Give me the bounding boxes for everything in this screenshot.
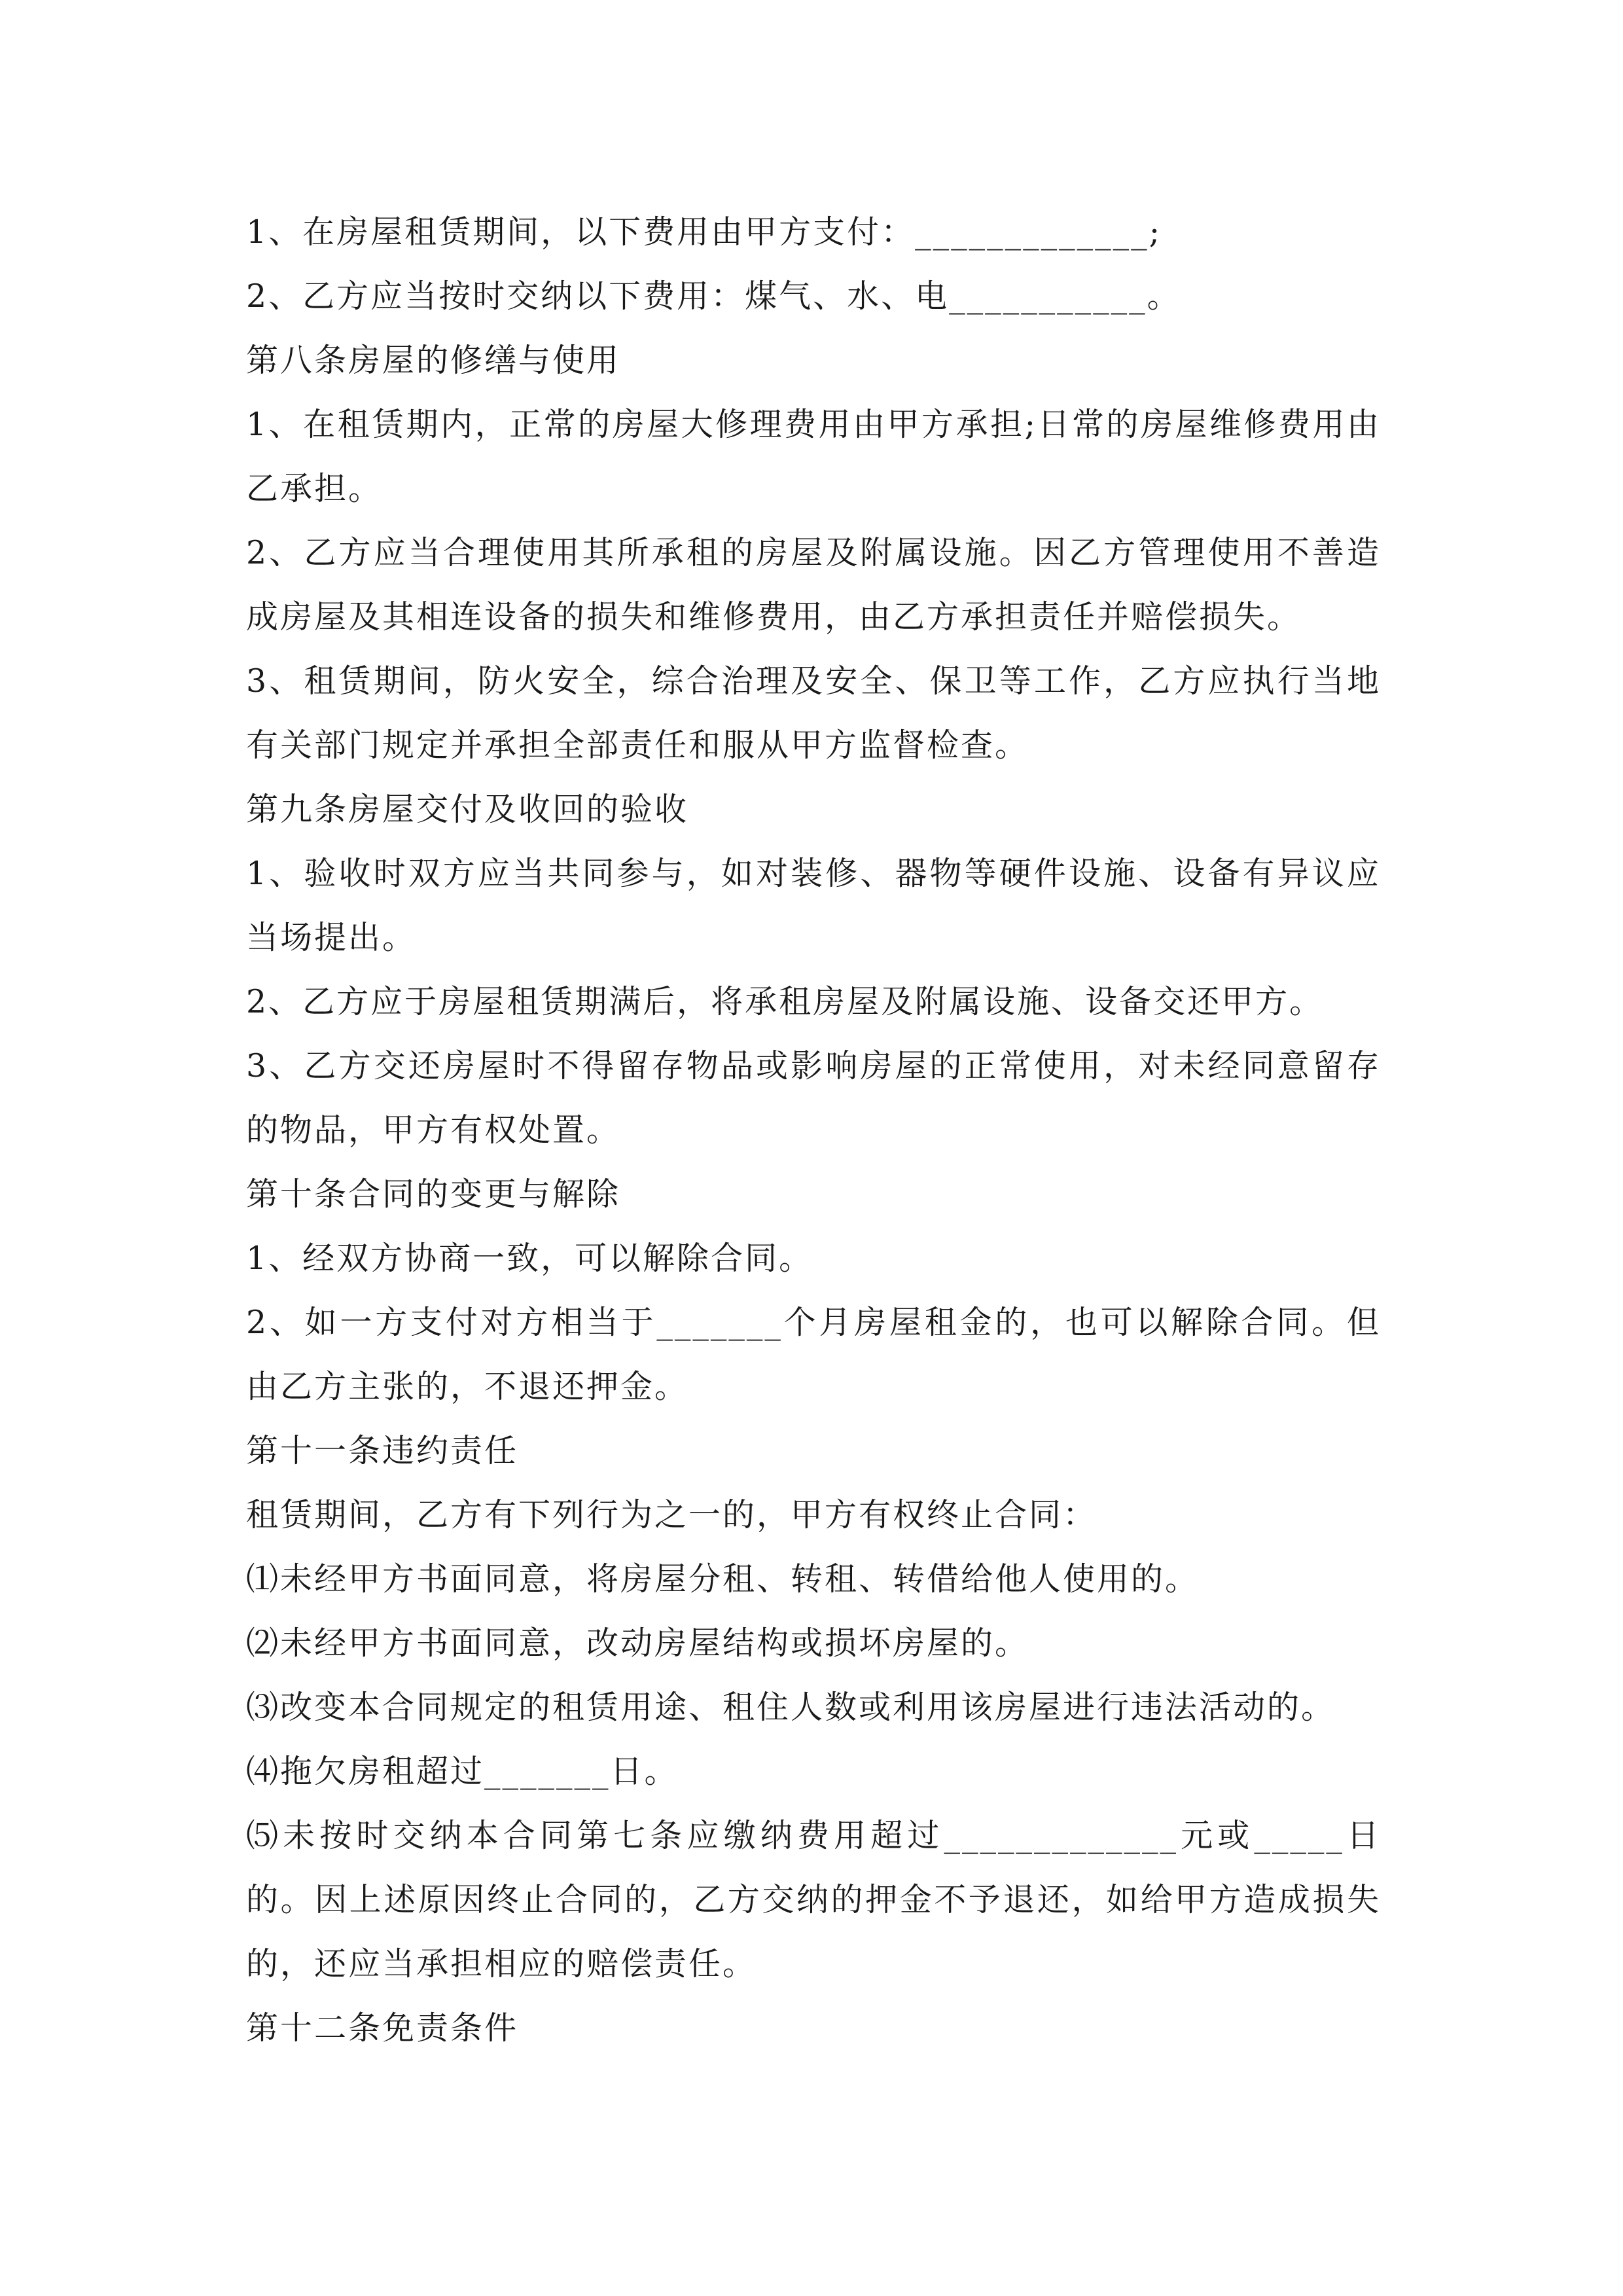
- breach-item-2: ⑵未经甲方书面同意，改动房屋结构或损坏房屋的。: [246, 1624, 1029, 1662]
- article-8-item-1: 1、在租赁期内，正常的房屋大修理费用由甲方承担;日常的房屋维修费用由乙承担。: [246, 406, 1381, 507]
- article-9-item-2: 2、乙方应于房屋租赁期满后，将承租房屋及附属设施、设备交还甲方。: [246, 983, 1324, 1020]
- article-9-heading: 第九条房屋交付及收回的验收: [246, 791, 689, 828]
- document-body: [246, 200, 1381, 2060]
- breach-item-4: ⑷拖欠房租超过_______日。: [246, 1753, 679, 1790]
- article-11-intro: 租赁期间，乙方有下列行为之一的，甲方有权终止合同：: [246, 1496, 1097, 1534]
- breach-item-5: ⑸未按时交纳本合同第七条应缴纳费用超过_____________元或_____日的。因上述原因终止合同的，乙方交纳的押金不予退还，如给甲方造成损失的，还应当承担相应的赔偿责任。: [246, 1817, 1381, 1982]
- article-10-item-2: 2、如一方支付对方相当于_______个月房屋租金的，也可以解除合同。但由乙方主张的，不退还押金。: [246, 1304, 1381, 1405]
- article-9-item-1: 1、验收时双方应当共同参与，如对装修、器物等硬件设施、设备有异议应当场提出。: [246, 855, 1381, 956]
- article-9-item-3: 3、乙方交还房屋时不得留存物品或影响房屋的正常使用，对未经同意留存的物品，甲方有权处置。: [246, 1047, 1381, 1149]
- article-8-heading: 第八条房屋的修缮与使用: [246, 342, 621, 379]
- article-8-item-2: 2、乙方应当合理使用其所承租的房屋及附属设施。因乙方管理使用不善造成房屋及其相连设备的损失和维修费用，由乙方承担责任并赔偿损失。: [246, 534, 1381, 636]
- fee-paid-by-party-b: 2、乙方应当按时交纳以下费用：煤气、水、电___________。: [246, 278, 1181, 315]
- breach-item-3: ⑶改变本合同规定的租赁用途、租住人数或利用该房屋进行违法活动的。: [246, 1689, 1336, 1726]
- fee-paid-by-party-a: 1、在房屋租赁期间，以下费用由甲方支付：_____________;: [246, 213, 1162, 251]
- article-10-heading: 第十条合同的变更与解除: [246, 1175, 621, 1213]
- article-12-heading: 第十二条免责条件: [246, 2009, 519, 2047]
- article-8-item-3: 3、租赁期间，防火安全，综合治理及安全、保卫等工作，乙方应执行当地有关部门规定并承担全部责任和服从甲方监督检查。: [246, 662, 1381, 764]
- breach-item-1: ⑴未经甲方书面同意，将房屋分租、转租、转借给他人使用的。: [246, 1560, 1200, 1598]
- article-10-item-1: 1、经双方协商一致，可以解除合同。: [246, 1240, 813, 1277]
- article-11-heading: 第十一条违约责任: [246, 1432, 519, 1469]
